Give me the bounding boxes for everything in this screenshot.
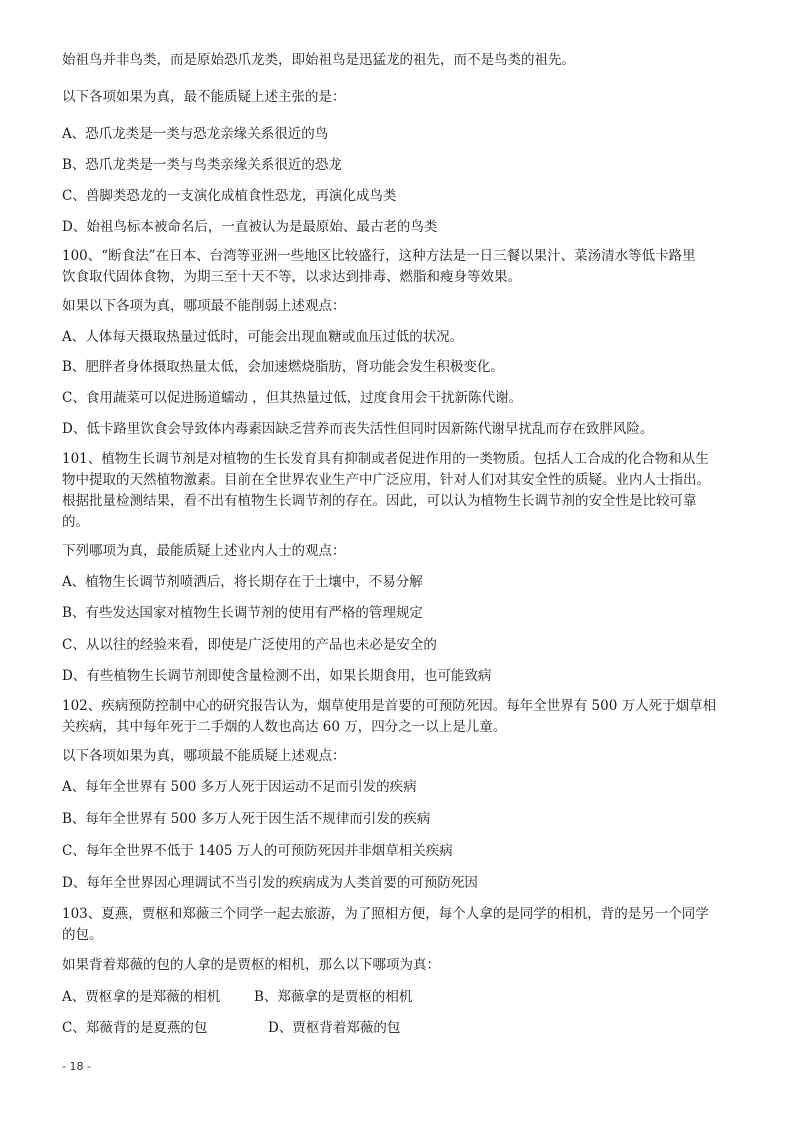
page-number: - 18 - [62, 1060, 91, 1073]
q102-stem-line-1: 102、疾病预防控制中心的研究报告认为，烟草使用是首要的可预防死因。每年全世界有 500 万人死于烟草相 [62, 698, 717, 714]
q102-option-a: A、每年全世界有 500 多万人死于因运动不足而引发的疾病 [62, 779, 417, 795]
q101-option-c: C、从以往的经验来看，即使是广泛使用的产品也未必是安全的 [62, 637, 437, 653]
q102-option-d: D、每年全世界因心理调试不当引发的疾病成为人类首要的可预防死因 [62, 875, 478, 891]
q100-option-c: C、食用蔬菜可以促进肠道蠕动 ，但其热量过低，过度食用会干扰新陈代谢。 [62, 390, 523, 406]
q103-options-row-2 [62, 1017, 400, 1039]
q101-stem-line-1: 101、植物生长调节剂是对植物的生长发育具有抑制或者促进作用的一类物质。包括人工合成的化合物和从生 [62, 451, 709, 467]
q100-question: 如果以下各项为真，哪项最不能削弱上述观点： [62, 298, 346, 314]
q103-option-c: C、郑薇背的是夏燕的包 [62, 1020, 208, 1036]
intro-option-c: C、兽脚类恐龙的一支演化成植食性恐龙，再演化成鸟类 [62, 188, 397, 204]
q102-question: 以下各项如果为真，哪项最不能质疑上述观点： [62, 748, 346, 764]
intro-option-b: B、恐爪龙类是一类与鸟类亲缘关系很近的恐龙 [62, 157, 342, 173]
intro-question: 以下各项如果为真，最不能质疑上述主张的是： [62, 89, 346, 105]
q101-stem-line-2: 物中提取的天然植物激素。目前在全世界农业生产中广泛应用，针对人们对其安全性的质疑。业内人士指出。 [62, 472, 710, 488]
q102-stem-line-2: 关疾病，其中每年死于二手烟的人数也高达 60 万，四分之一以上是儿童。 [62, 719, 507, 735]
q101-stem-line-4: 的。 [62, 514, 89, 530]
q103-stem-line-2: 的包。 [62, 927, 103, 943]
q102-option-c: C、每年全世界不低于 1405 万人的可预防死因并非烟草相关疾病 [62, 843, 453, 859]
q100-option-d: D、低卡路里饮食会导致体内毒素因缺乏营养而丧失活性但同时因新陈代谢早扰乱而存在致胖风险。 [62, 421, 654, 437]
q102-option-b: B、每年全世界有 500 多万人死于因生活不规律而引发的疾病 [62, 811, 431, 827]
q101-option-d: D、有些植物生长调节剂即使含量检测不出，如果长期食用，也可能致病 [62, 668, 492, 684]
intro-option-a: A、恐爪龙类是一类与恐龙亲缘关系很近的鸟 [62, 126, 329, 142]
q101-option-b: B、有些发达国家对植物生长调节剂的使用有严格的管理规定 [62, 605, 423, 621]
intro-option-d: D、始祖鸟标本被命名后，一直被认为是最原始、最古老的鸟类 [62, 219, 438, 235]
q103-question: 如果背着郑薇的包的人拿的是贾枢的相机，那么以下哪项为真： [62, 957, 440, 973]
q101-option-a: A、植物生长调节剂喷洒后，将长期存在于土壤中，不易分解 [62, 574, 423, 590]
q103-option-a: A、贾枢拿的是郑薇的相机 [62, 989, 221, 1005]
q100-option-b: B、肥胖者身体摄取热量太低，会加速燃烧脂肪，肾功能会发生积极变化。 [62, 359, 504, 375]
q103-stem-line-1: 103、夏燕，贾枢和郑薇三个同学一起去旅游，为了照相方便，每个人拿的是同学的相机，背的是另一个同学 [62, 906, 709, 922]
intro-statement: 始祖鸟并非鸟类，而是原始恐爪龙类，即始祖鸟是迅猛龙的祖先，而不是鸟类的祖先。 [62, 52, 575, 68]
q100-option-a: A、人体每天摄取热量过低时，可能会出现血糖或血压过低的状况。 [62, 329, 464, 345]
q101-question: 下列哪项为真，最能质疑上述业内人士的观点： [62, 543, 346, 559]
q103-option-d: D、贾枢背着郑薇的包 [268, 1020, 401, 1036]
q103-option-b: B、郑薇拿的是贾枢的相机 [254, 989, 413, 1005]
q100-stem-line-1: 100、“断食法”在日本、台湾等亚洲一些地区比较盛行，这种方法是一日三餐以果汁、菜汤清水等低卡路里 [62, 248, 696, 264]
q101-stem-line-3: 根据批量检测结果，看不出有植物生长调节剂的存在。因此，可以认为植物生长调节剂的安全性是比较可靠 [62, 493, 697, 509]
q103-options-row-1 [62, 986, 412, 1008]
q100-stem-line-2: 饮食取代固体食物，为期三至十天不等，以求达到排毒、燃脂和瘦身等效果。 [62, 269, 521, 285]
